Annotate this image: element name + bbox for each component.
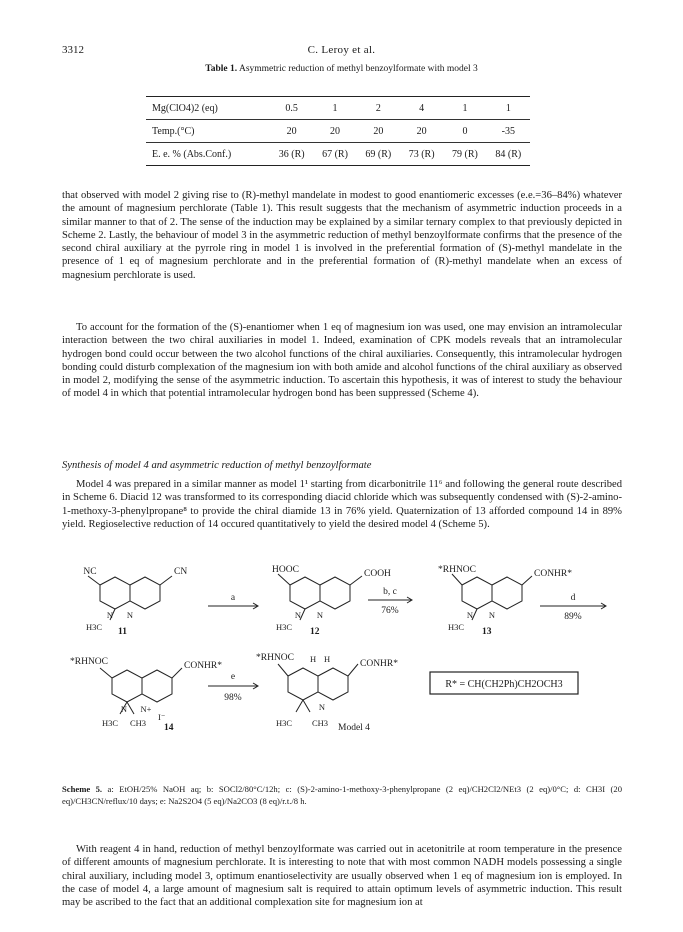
table-cell: 84 (R) (487, 143, 530, 166)
r-definition: R* = CH(CH2Ph)CH2OCH3 (445, 679, 563, 690)
nc-label: NC (83, 567, 97, 577)
table-cell: 1 (313, 97, 356, 120)
table-caption (0, 64, 683, 74)
table-cell: 20 (313, 120, 356, 143)
arrow-a-label: a (230, 593, 236, 603)
row-label: E. e. % (Abs.Conf.) (146, 143, 270, 166)
nplus-label: N+ (140, 704, 152, 714)
scheme-caption-label: Scheme 5. (62, 784, 103, 794)
scheme-caption (62, 784, 622, 807)
table-row (146, 143, 530, 166)
row-label: Mg(ClO4)2 (eq) (146, 97, 270, 120)
table-cell: 79 (R) (443, 143, 486, 166)
n-label: N (106, 610, 114, 620)
running-title: C. Leroy et al. (307, 44, 376, 56)
h3c-label: H3C (102, 718, 119, 728)
arrow-e-yield: 98% (224, 693, 242, 703)
conhr-label: CONHR* (184, 661, 223, 671)
table-cell: 67 (R) (313, 143, 356, 166)
n-label: N (126, 610, 134, 620)
compound-label-model-4: Model 4 (338, 723, 370, 733)
arrow-d-label: d (570, 593, 576, 603)
table-cell: 20 (270, 120, 313, 143)
table-cell: 69 (R) (357, 143, 400, 166)
compound-label-14: 14 (164, 723, 174, 733)
h3c-label: H3C (86, 622, 103, 632)
h3c-label: H3C (276, 622, 293, 632)
ch3-label: CH3 (312, 718, 329, 728)
table-cell: 1 (487, 97, 530, 120)
paragraph-3: Model 4 was prepared in a similar manner as model 1¹ starting from dicarbonitrile 11⁶ and following the general route described in Scheme 6. Diacid 12 was transformed to its corresponding diacid chloride which was subsequently condensed with (S)-2-amino-1-methoxy-3-phenylpropane⁸ to provide the chiral diamide 13 in 76% yield. Quaternization of 13 afforded compound 14 in 89% yield. Regioselective reduction of 14 occured quantitatively to yield the desired model 4 (Scheme 5). (62, 479, 622, 530)
results-table (146, 96, 530, 166)
section-heading: Synthesis of model 4 and asymmetric reduction of methyl benzoylformate (62, 460, 372, 471)
rhnoc-label: *RHNOC (256, 653, 295, 663)
iodide-label: I⁻ (158, 712, 166, 722)
table-cell: 20 (357, 120, 400, 143)
h-label: H (324, 654, 331, 664)
n-label: N (488, 610, 496, 620)
row-label: Temp.(°C) (146, 120, 270, 143)
conhr-label: CONHR* (360, 659, 399, 669)
hooc-label: HOOC (272, 565, 299, 575)
n-label: N (466, 610, 474, 620)
table-cell: 36 (R) (270, 143, 313, 166)
n-label: N (318, 702, 326, 712)
rhnoc-label: *RHNOC (438, 565, 477, 575)
table-caption-label: Table 1. (205, 64, 238, 74)
table-caption-text: Asymmetric reduction of methyl benzoylformate with model 3 (238, 64, 478, 74)
table-cell: 4 (400, 97, 443, 120)
compound-label-13: 13 (482, 627, 492, 637)
cooh-label: COOH (364, 569, 391, 579)
table-cell: 0.5 (270, 97, 313, 120)
table-cell: 2 (357, 97, 400, 120)
paragraph-1: that observed with model 2 giving rise to (R)-methyl mandelate in modest to good enantiomeric excesses (e.e.=36–84%) whatever the amount of magnesium perchlorate (Table 1). This result suggests that the mechanism of asymmetric induction proceeds in a similar manner to that of 2. The sense of the induction may be explained by a similar ternary complex to that previously depicted in Scheme 2. Lastly, the behaviour of model 3 in the asymmetric reduction of methyl benzoylformate confirms that the presence of the second chiral auxiliary at the pyrrole ring in model 1 is involved in the preferential formation of (S)-methyl mandelate in the presence of 1 eq of magnesium perchlorate and in the preferential formation of (R)-methyl mandelate when an excess of magnesium perchlorate is used. (62, 190, 622, 281)
table-cell: 73 (R) (400, 143, 443, 166)
n-label: N (316, 610, 324, 620)
compound-label-12: 12 (310, 627, 320, 637)
arrow-bc-yield: 76% (381, 606, 399, 616)
n-label: N (294, 610, 302, 620)
cn-label: CN (174, 567, 188, 577)
h3c-label: H3C (448, 622, 465, 632)
n-label: N (120, 704, 128, 714)
table-row (146, 120, 530, 143)
arrow-e-label: e (230, 672, 236, 682)
h3c-label: H3C (276, 718, 293, 728)
table-cell: -35 (487, 120, 530, 143)
conhr-label: CONHR* (534, 569, 573, 579)
table-cell: 20 (400, 120, 443, 143)
rhnoc-label: *RHNOC (70, 657, 109, 667)
table-cell: 1 (443, 97, 486, 120)
compound-label-11: 11 (118, 627, 127, 637)
scheme-caption-text: a: EtOH/25% NaOH aq; b: SOCl2/80°C/12h; c: (S)-2-amino-1-methoxy-3-phenylpropane (2 eq)/CH2Cl2/NEt3 (2 eq)/0°C; d: CH3I (20 eq)/CH3CN/reflux/10 days; e: Na2S2O4 (5 eq)/Na2CO3 (8 eq)/r.t./8 h. (62, 784, 622, 806)
table-row (146, 97, 530, 120)
arrow-bc-label: b, c (383, 587, 397, 597)
reaction-scheme (0, 560, 683, 760)
ch3-label: CH3 (130, 718, 147, 728)
page-number: 3312 (62, 44, 84, 56)
table-cell: 0 (443, 120, 486, 143)
paragraph-2: To account for the formation of the (S)-enantiomer when 1 eq of magnesium ion was used, one may envision an intramolecular interaction between the two chiral auxiliaries in model 1. Indeed, examination of CPK models reveals that an intramolecular hydrogen bond could occur between the two alcohol functions of the chiral auxiliaries. Consequently, this intramolecular hydrogen bonding could disturb complexation of the magnesium ion with both amide and alcohol functions of the chiral auxiliary as observed in model 2, modifying the sense of the asymmetric induction. To ascertain this hypothesis, it was of interest to study the behaviour of model 4 in which that potential intramolecular hydrogen bond has been suppressed (Scheme 4). (62, 322, 622, 400)
paragraph-4: With reagent 4 in hand, reduction of methyl benzoylformate was carried out in acetonitrile at room temperature in the presence of different amounts of magnesium perchlorate. It is interesting to note that with most common NADH models possessing a single chiral auxiliary, including model 3, optimum enantioselectivity are usually observed when 1 eq of magnesium ion is employed. In the case of model 4, a large amount of magnesium salt is required to attain optimum levels of asymmetric induction. This result may be ascribed to the fact that an additional complexation site for magnesium ion at (62, 844, 622, 909)
h-label: H (310, 654, 317, 664)
arrow-d-yield: 89% (564, 612, 582, 622)
